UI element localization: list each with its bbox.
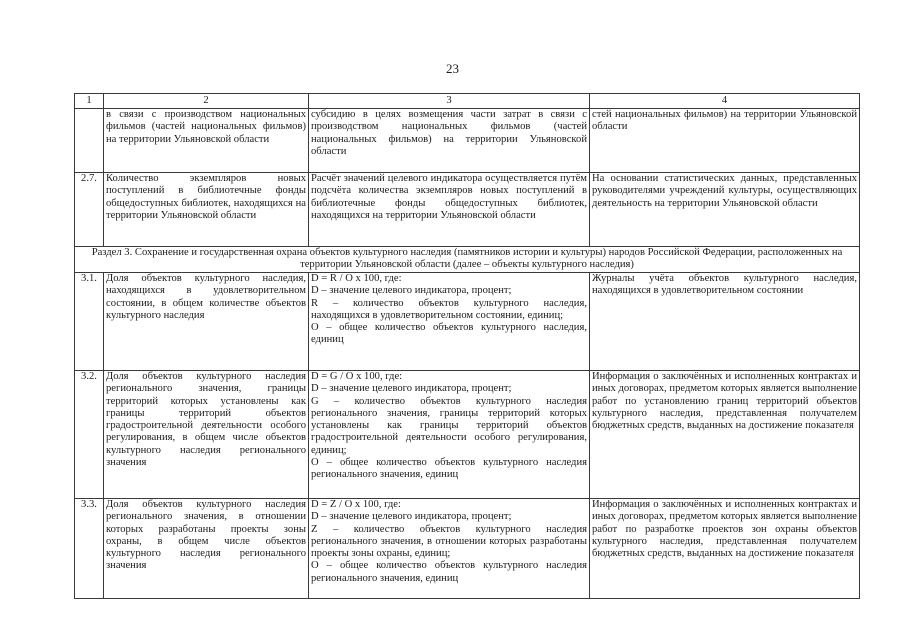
column-header: 4	[590, 94, 860, 109]
data-source: Информация о заключённых и исполненных контрактах и иных договорах, предметом которых является выполнение работ по разработке проектов зон охраны объектов культурного наследия, представленная получателем бюджетных средств, выданных на достижение показателя	[590, 499, 860, 599]
formula-term: Z – количество объектов культурного наследия регионального значения, в отношении которых разработаны проекты зоны охраны, единиц;	[311, 523, 587, 560]
row-number: 3.1.	[75, 273, 104, 371]
calculation-method	[309, 371, 590, 499]
table-header-row	[75, 94, 860, 109]
row-number: 3.3.	[75, 499, 104, 599]
table-row	[75, 273, 860, 371]
indicator-name: Доля объектов культурного наследия, находящихся в удовлетворительном состоянии, в общем количестве объектов культурного наследия	[104, 273, 309, 371]
formula: D = R / O х 100, где:	[311, 273, 402, 284]
data-source: стей национальных фильмов) на территории Ульяновской области	[590, 109, 860, 173]
table-row	[75, 499, 860, 599]
column-header: 1	[75, 94, 104, 109]
formula-term: G – количество объектов культурного наследия регионального значения, границы территорий которых установлены как границы территорий объектов градостроительной деятельности особого регулирования, единиц;	[311, 395, 587, 456]
indicator-name: в связи с производством национальных фильмов (частей национальных фильмов) на территории Ульяновской области	[104, 109, 309, 173]
formula-term: R – количество объектов культурного наследия, находящихся в удовлетворительном состоянии, единиц;	[311, 297, 587, 321]
calculation-method	[309, 273, 590, 371]
column-header: 2	[104, 94, 309, 109]
table-row	[75, 173, 860, 247]
data-source: Журналы учёта объектов культурного наследия, находящихся в удовлетворительном состоянии	[590, 273, 860, 371]
row-number	[75, 109, 104, 173]
section-title: Раздел 3. Сохранение и государственная охрана объектов культурного наследия (памятников истории и культуры) народов Российской Федерации, расположенных на территории Ульяновской области (далее – объекты культурного наследия)	[75, 247, 860, 273]
data-source: На основании статистических данных, представленных руководителями учреждений культуры, осуществляющих деятельность на территории Ульяновской области	[590, 173, 860, 247]
formula-term: D – значение целевого индикатора, процент;	[311, 511, 512, 523]
indicator-name: Доля объектов культурного наследия регионального значения, границы территорий которых установлены как границы территорий объектов градостроительной деятельности особого регулирования, в общем числе объектов культурного наследия регионального значения	[104, 371, 309, 499]
indicator-name: Доля объектов культурного наследия регионального значения, в отношении которых разработаны проекты зоны охраны, в общем числе объектов культурного наследия регионального значения	[104, 499, 309, 599]
indicator-name: Количество экземпляров новых поступлений в библиотечные фонды общедоступных библиотек, находящихся на территории Ульяновской области	[104, 173, 309, 247]
formula-term: O – общее количество объектов культурного наследия, единиц	[311, 322, 587, 346]
row-number: 2.7.	[75, 173, 104, 247]
column-header: 3	[309, 94, 590, 109]
table-row	[75, 109, 860, 173]
formula-term: D – значение целевого индикатора, процент;	[311, 285, 512, 297]
formula-term: O – общее количество объектов культурного наследия регионального значения, единиц	[311, 457, 587, 481]
calculation-method	[309, 499, 590, 599]
calculation-method: субсидию в целях возмещения части затрат в связи с производством национальных фильмов (частей национальных фильмов) на территории Ульяновской области	[309, 109, 590, 173]
data-source: Информация о заключённых и исполненных контрактах и иных договорах, предметом которых является выполнение работ по установлению границ территорий объектов культурного наследия, представленная получателем бюджетных средств, выданных на достижение показателя	[590, 371, 860, 499]
table-row	[75, 371, 860, 499]
page-number: 23	[446, 61, 459, 76]
row-number: 3.2.	[75, 371, 104, 499]
formula-term: D – значение целевого индикатора, процент;	[311, 383, 512, 395]
formula: D = G / O х 100, где:	[311, 371, 403, 382]
formula-term: O – общее количество объектов культурного наследия регионального значения, единиц	[311, 560, 587, 584]
calculation-method: Расчёт значений целевого индикатора осуществляется путём подсчёта количества экземпляров новых поступлений в библиотечные фонды общедоступных библиотек, находящихся на территории Ульяновской области	[309, 173, 590, 247]
formula: D = Z / O х 100, где:	[311, 499, 401, 510]
section-row	[75, 247, 860, 273]
indicators-table	[74, 93, 860, 599]
